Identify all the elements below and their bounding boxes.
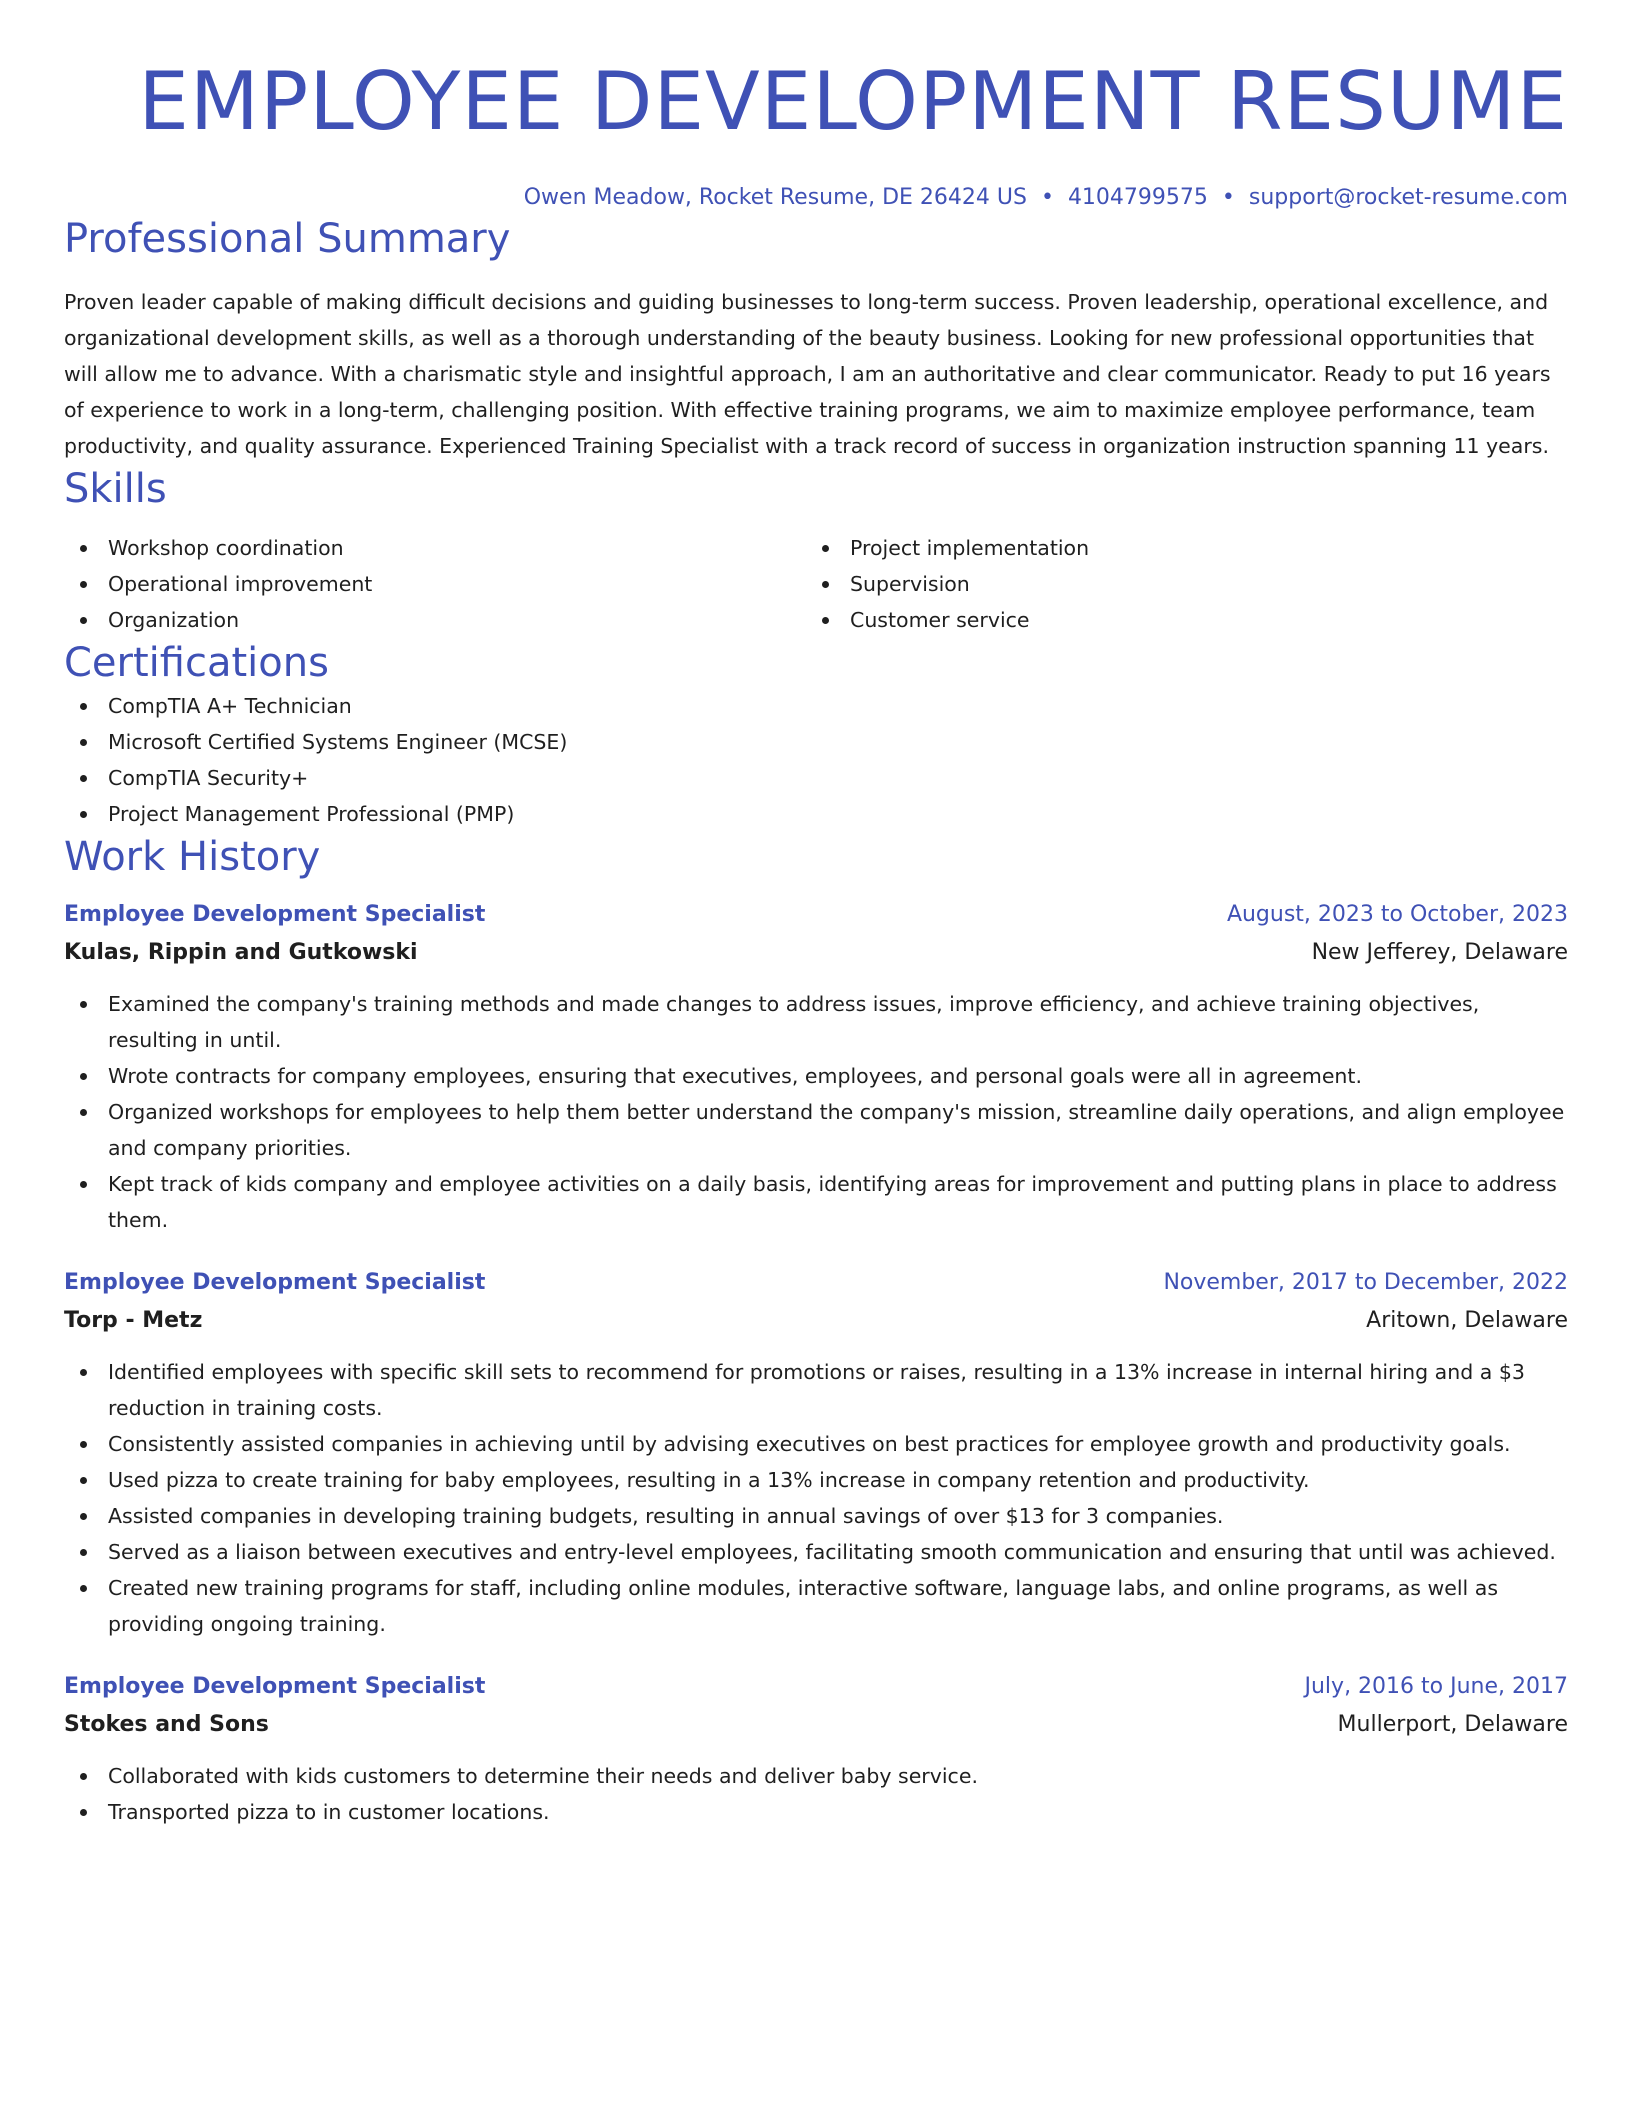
skill-item: Workshop coordination <box>64 530 806 566</box>
skill-item: Customer service <box>806 602 1548 638</box>
job-location: Aritown, Delaware <box>1366 1308 1568 1333</box>
summary-heading: Professional Summary <box>64 216 511 262</box>
job-dates: November, 2017 to December, 2022 <box>1163 1270 1568 1295</box>
job-title: Employee Development Specialist <box>64 1674 486 1699</box>
job-bullets <box>64 986 1568 1238</box>
resume-title: EMPLOYEE DEVELOPMENT RESUME <box>138 55 1568 148</box>
summary-text: Proven leader capable of making difficult decisions and guiding businesses to long-term success. Proven leadership, operational excellence, and organizational development skills, as well as a thorough understanding of the beauty business. Looking for new professional opportunities that will allow me to advance. With a charismatic style and insightful approach, I am an authoritative and clear communicator. Ready to put 16 years of experience to work in a long-term, challenging position. With effective training programs, we aim to maximize employee performance, team productivity, and quality assurance. Experienced Training Specialist with a track record of success in organization instruction spanning 11 years. <box>64 290 1551 458</box>
job-bullets <box>64 1758 1568 1830</box>
contact-email: support@rocket-resume.com <box>1248 185 1568 210</box>
job-dates: July, 2016 to June, 2017 <box>1304 1674 1568 1699</box>
job-dates: August, 2023 to October, 2023 <box>1226 902 1568 927</box>
job-bullet: Examined the company's training methods and made changes to address issues, improve efficiency, and achieve training objectives, resulting in until. <box>64 986 1568 1058</box>
skills-heading: Skills <box>64 466 167 512</box>
certification-item: Microsoft Certified Systems Engineer (MCSE) <box>64 724 1568 760</box>
job-company: Kulas, Rippin and Gutkowski <box>64 940 418 965</box>
contact-separator: • <box>1040 185 1054 210</box>
job-title: Employee Development Specialist <box>64 902 486 927</box>
job-company: Stokes and Sons <box>64 1712 269 1737</box>
job-bullet: Consistently assisted companies in achieving until by advising executives on best practices for employee growth and productivity goals. <box>64 1426 1568 1462</box>
job-entry <box>64 1668 1568 1830</box>
job-location: New Jefferey, Delaware <box>1311 940 1568 965</box>
job-bullet: Used pizza to create training for baby employees, resulting in a 13% increase in company retention and productivity. <box>64 1462 1568 1498</box>
contact-phone: 4104799575 <box>1067 185 1208 210</box>
job-bullet: Identified employees with specific skill sets to recommend for promotions or raises, resulting in a 13% increase in internal hiring and a $3 reduction in training costs. <box>64 1354 1568 1426</box>
certification-item: CompTIA Security+ <box>64 760 1568 796</box>
job-bullet: Served as a liaison between executives and entry-level employees, facilitating smooth communication and ensuring that until was achieved. <box>64 1534 1568 1570</box>
work-history-heading: Work History <box>64 834 321 880</box>
job-title: Employee Development Specialist <box>64 1270 486 1295</box>
contact-line <box>64 182 1568 214</box>
job-bullet: Collaborated with kids customers to determine their needs and deliver baby service. <box>64 1758 1568 1794</box>
skill-item: Project implementation <box>806 530 1548 566</box>
job-bullet: Organized workshops for employees to help them better understand the company's mission, streamline daily operations, and align employee and company priorities. <box>64 1094 1568 1166</box>
certifications-list <box>64 688 1568 832</box>
resume-page <box>64 0 1568 1830</box>
skill-item: Supervision <box>806 566 1548 602</box>
certifications-heading: Certifications <box>64 640 329 686</box>
job-location: Mullerport, Delaware <box>1337 1712 1568 1737</box>
skills-list <box>64 530 1568 638</box>
skills-column-right <box>806 530 1548 638</box>
skill-item: Organization <box>64 602 806 638</box>
job-entry <box>64 896 1568 1238</box>
job-bullets <box>64 1354 1568 1642</box>
job-bullet: Transported pizza to in customer locations. <box>64 1794 1568 1830</box>
contact-address: Owen Meadow, Rocket Resume, DE 26424 US <box>523 185 1027 210</box>
skill-item: Operational improvement <box>64 566 806 602</box>
certification-item: CompTIA A+ Technician <box>64 688 1568 724</box>
job-bullet: Kept track of kids company and employee activities on a daily basis, identifying areas for improvement and putting plans in place to address them. <box>64 1166 1568 1238</box>
job-bullet: Wrote contracts for company employees, ensuring that executives, employees, and personal goals were all in agreement. <box>64 1058 1568 1094</box>
job-entry <box>64 1264 1568 1642</box>
certification-item: Project Management Professional (PMP) <box>64 796 1568 832</box>
job-bullet: Created new training programs for staff, including online modules, interactive software, language labs, and online programs, as well as providing ongoing training. <box>64 1570 1568 1642</box>
job-bullet: Assisted companies in developing training budgets, resulting in annual savings of over $13 for 3 companies. <box>64 1498 1568 1534</box>
contact-separator: • <box>1221 185 1235 210</box>
skills-column-left <box>64 530 806 638</box>
job-company: Torp - Metz <box>64 1308 203 1333</box>
